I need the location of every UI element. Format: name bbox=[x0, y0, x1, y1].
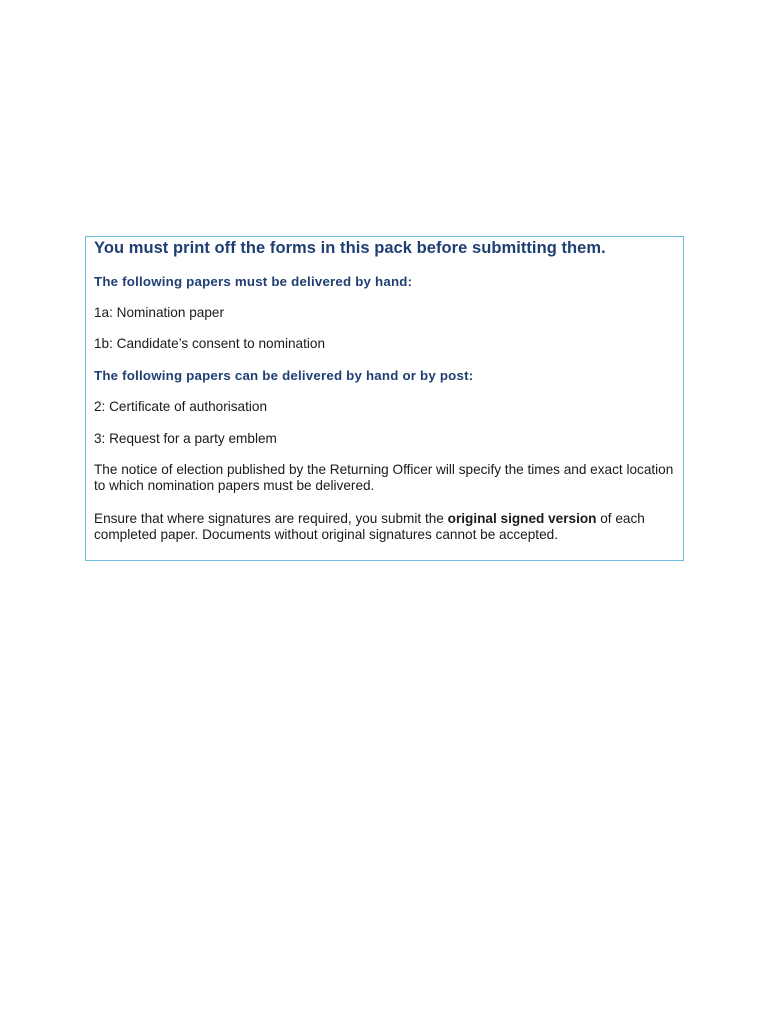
list-item-candidate-consent: 1b: Candidate’s consent to nomination bbox=[94, 336, 326, 351]
list-item-party-emblem-request: 3: Request for a party emblem bbox=[94, 431, 277, 446]
signature-emphasis: original signed version bbox=[447, 511, 597, 526]
list-item-certificate-of-authorisation: 2: Certificate of authorisation bbox=[94, 399, 268, 414]
notice-title: You must print off the forms in this pack before submitting them. bbox=[94, 239, 606, 257]
signature-text-after: of each completed paper. Documents without original signatures cannot be accepted. bbox=[94, 511, 645, 542]
list-item-nomination-paper: 1a: Nomination paper bbox=[94, 305, 224, 320]
signature-text-before: Ensure that where signatures are required, you submit the bbox=[94, 511, 448, 526]
hand-delivery-heading: The following papers must be delivered by hand: bbox=[94, 274, 413, 289]
location-paragraph: The notice of election published by the Returning Officer will specify the times and exact location to which nomination papers must be delivered. bbox=[94, 462, 674, 493]
submission-notice-box bbox=[85, 236, 684, 561]
signature-paragraph bbox=[94, 511, 679, 543]
post-delivery-heading: The following papers can be delivered by hand or by post: bbox=[94, 368, 474, 383]
